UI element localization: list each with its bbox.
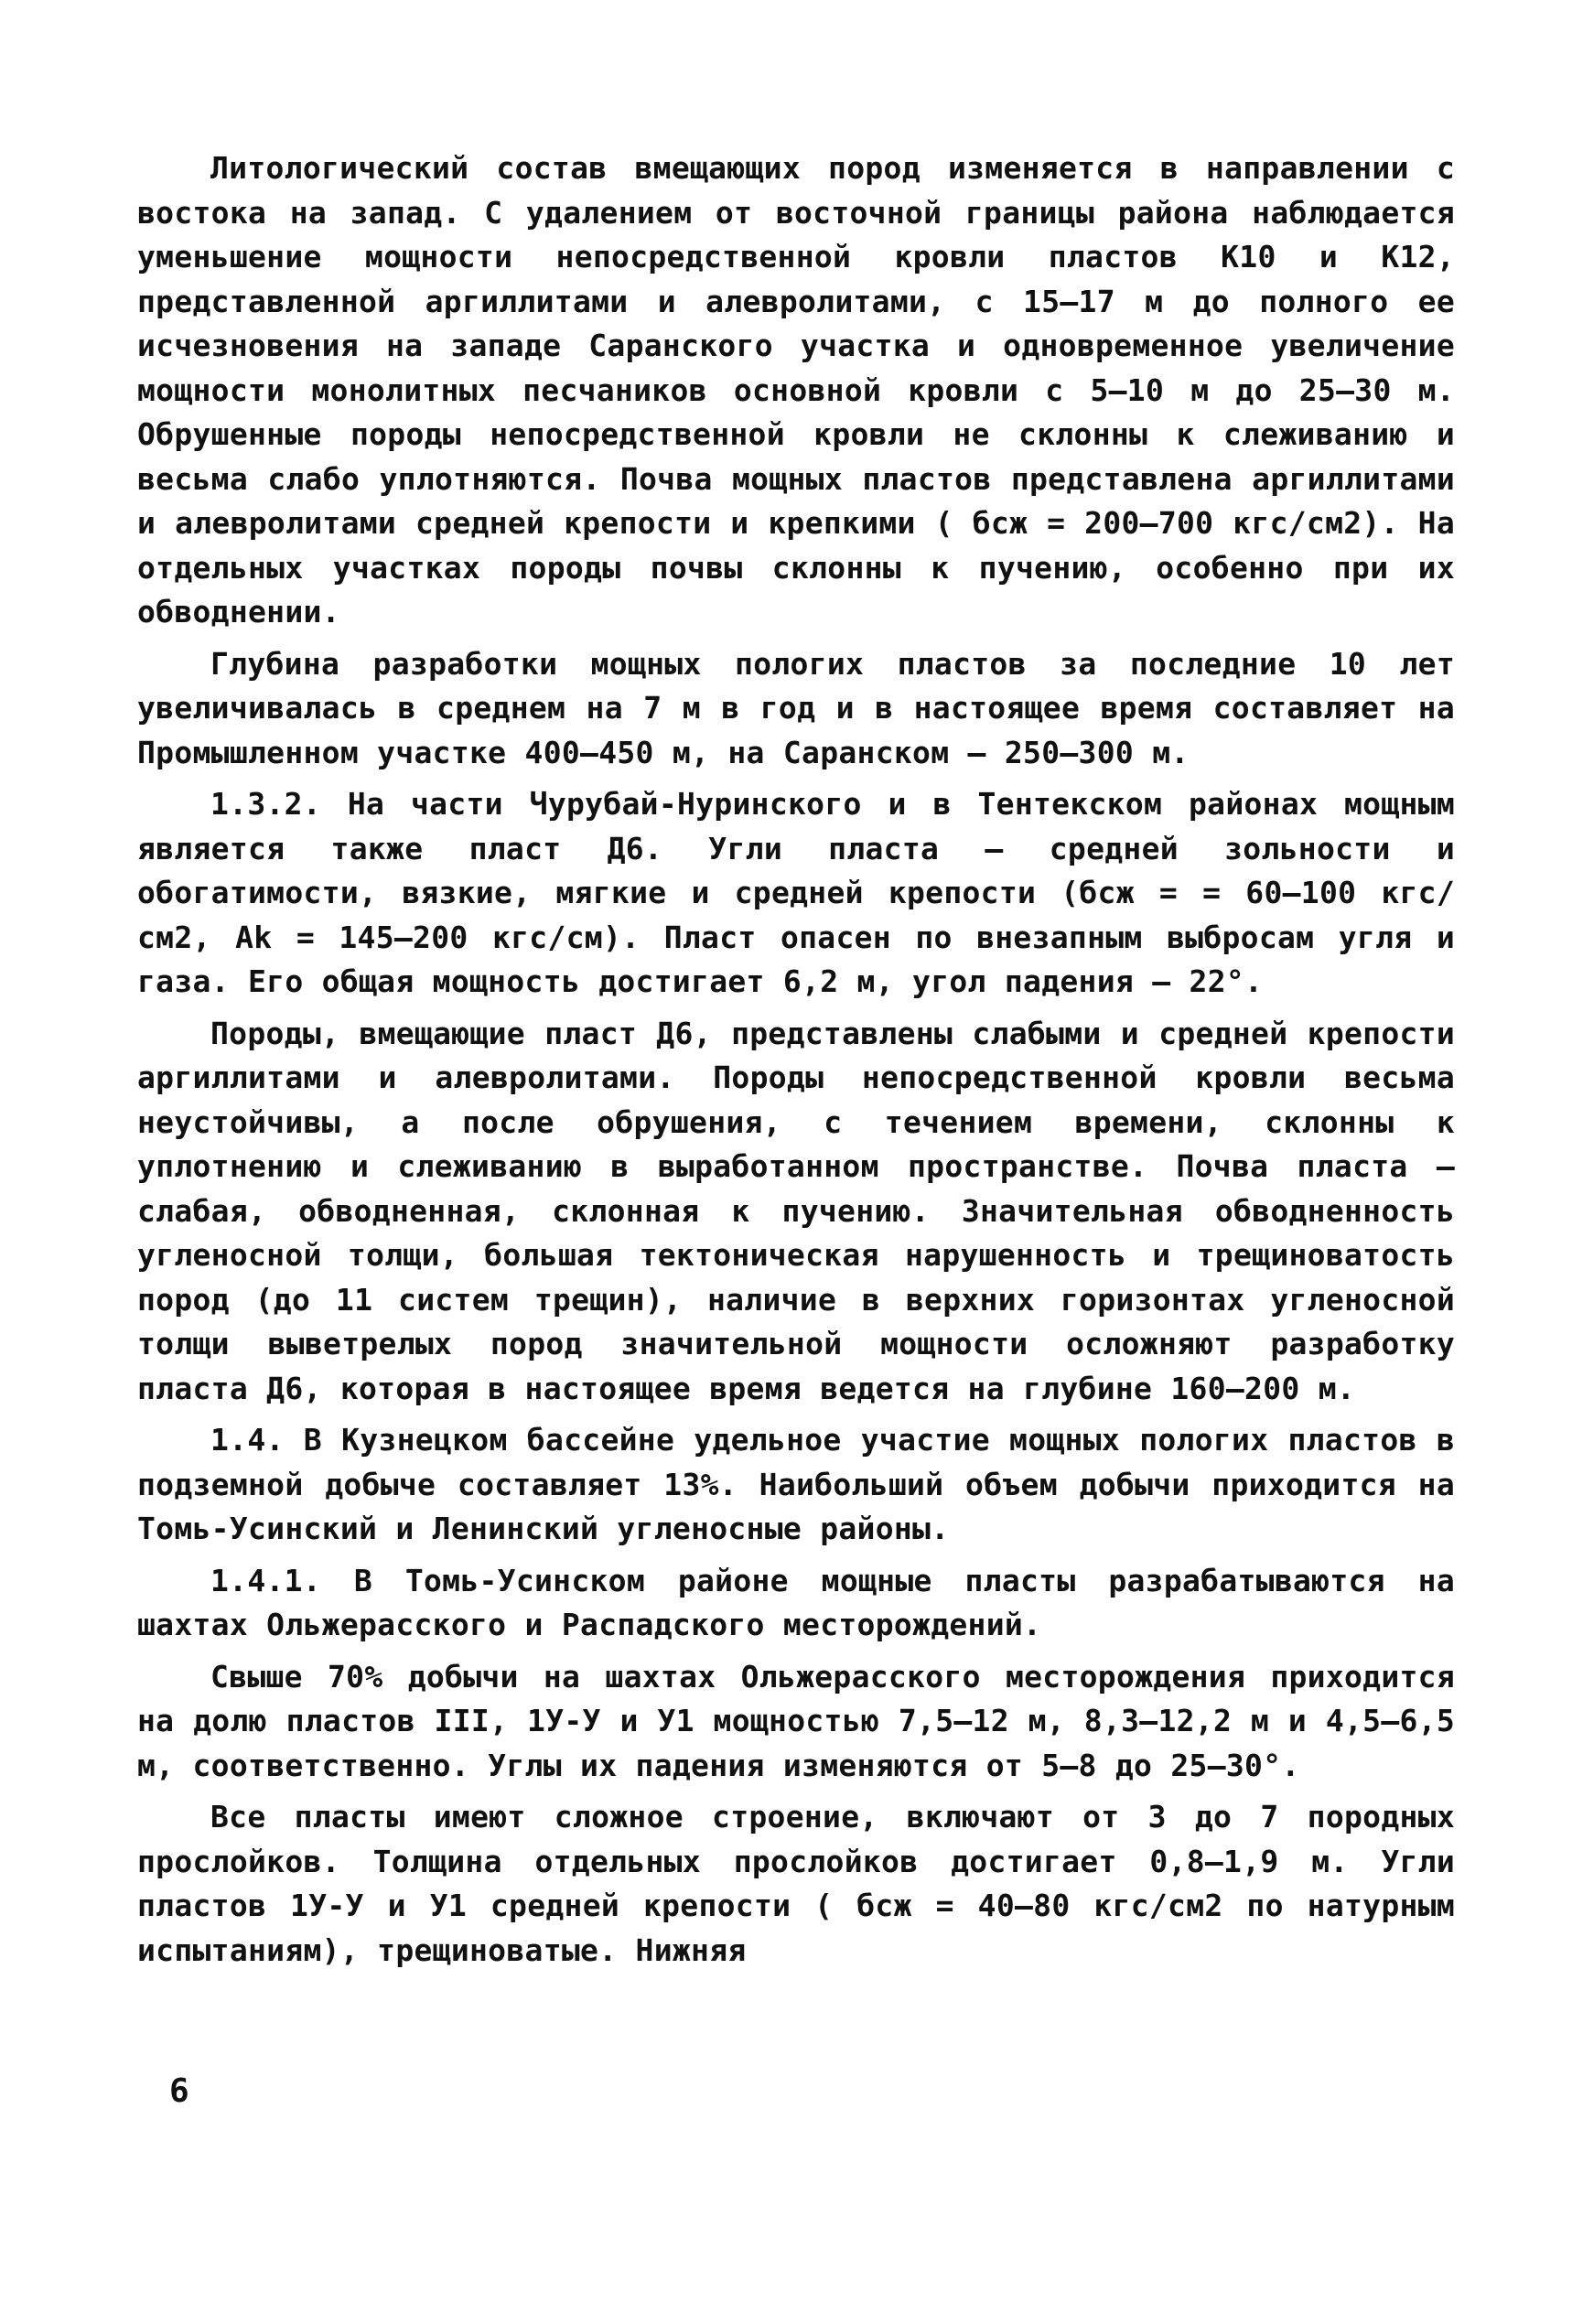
paragraph-section-1-4: 1.4. В Кузнецком бассейне удельное участие мощных пологих пластов в подземной добыче составляет 13%. Наибольший объем добычи приходится на Томь-Усинский и Ленинский угленосные районы. xyxy=(137,1422,1455,1546)
body-text xyxy=(137,146,1455,1980)
paragraph-seam-structure: Все пласты имеют сложное строение, включают от 3 до 7 породных прослойков. Толщина отдельных прослойков достигает 0,8–1,9 м. Угли пластов 1У-У и У1 средней крепости ( бсж = 40–80 кгс/см2 по натурным испытаниям), трещиноватые. Нижняя xyxy=(137,1799,1455,1968)
paragraph-mining-depth: Глубина разработки мощных пологих пластов за последние 10 лет увеличивалась в среднем на 7 м в год и в настоящее время составляет на Промышленном участке 400–450 м, на Саранском – 250–300 м. xyxy=(137,645,1455,770)
paragraph-host-rocks-d6: Породы, вмещающие пласт Д6, представлены слабыми и средней крепости аргиллитами и алевролитами. Породы непосредственной кровли весьма неустойчивы, а после обрушения, с течением времени, склонны к уплотнению и слеживанию в выработанном пространстве. Почва пласта – слабая, обводненная, склонная к пучению. Значительная обводненность угленосной толщи, большая тектоническая нарушенность и трещиноватость пород (до 11 систем трещин), наличие в верхних горизонтах угленосной толщи выветрелых пород значительной мощности осложняют разработку пласта Д6, которая в настоящее время ведется на глубине 160–200 м. xyxy=(137,1015,1455,1406)
page-number: 6 xyxy=(169,2072,189,2110)
paragraph-lithology: Литологический состав вмещающих пород изменяется в направлении с востока на запад. С удалением от восточной границы района наблюдается уменьшение мощности непосредственной кровли пластов К10 и К12, представленной аргиллитами и алевролитами, с 15–17 м до полного ее исчезновения на западе Саранского участка и одновременное увеличение мощности монолитных песчаников основной кровли с 5–10 м до 25–30 м. Обрушенные породы непосредственной кровли не склонны к слеживанию и весьма слабо уплотняются. Почва мощных пластов представлена аргиллитами и алевролитами средней крепости и крепкими ( бсж = 200–700 кгс/см2). На отдельных участках породы почвы склонны к пучению, особенно при их обводнении. xyxy=(137,150,1455,629)
paragraph-section-1-3-2: 1.3.2. На части Чурубай-Нуринского и в Тентекском районах мощным является также пласт Д6. Угли пласта – средней зольности и обогатимости, вязкие, мягкие и средней крепости (бсж = = 60–100 кгс/см2, Аk = 145–200 кгс/см). Пласт опасен по внезапным выбросам угля и газа. Его общая мощность достигает 6,2 м, угол падения – 22°. xyxy=(137,786,1455,999)
paragraph-section-1-4-1: 1.4.1. В Томь-Усинском районе мощные пласты разрабатываются на шахтах Ольжерасского и Распадского месторождений. xyxy=(137,1562,1455,1642)
paragraph-olzheras-production: Свыше 70% добычи на шахтах Ольжерасского месторождения приходится на долю пластов III, 1У-У и У1 мощностью 7,5–12 м, 8,3–12,2 м и 4,5–6,5 м, соответственно. Углы их падения изменяются от 5–8 до 25–30°. xyxy=(137,1658,1455,1783)
